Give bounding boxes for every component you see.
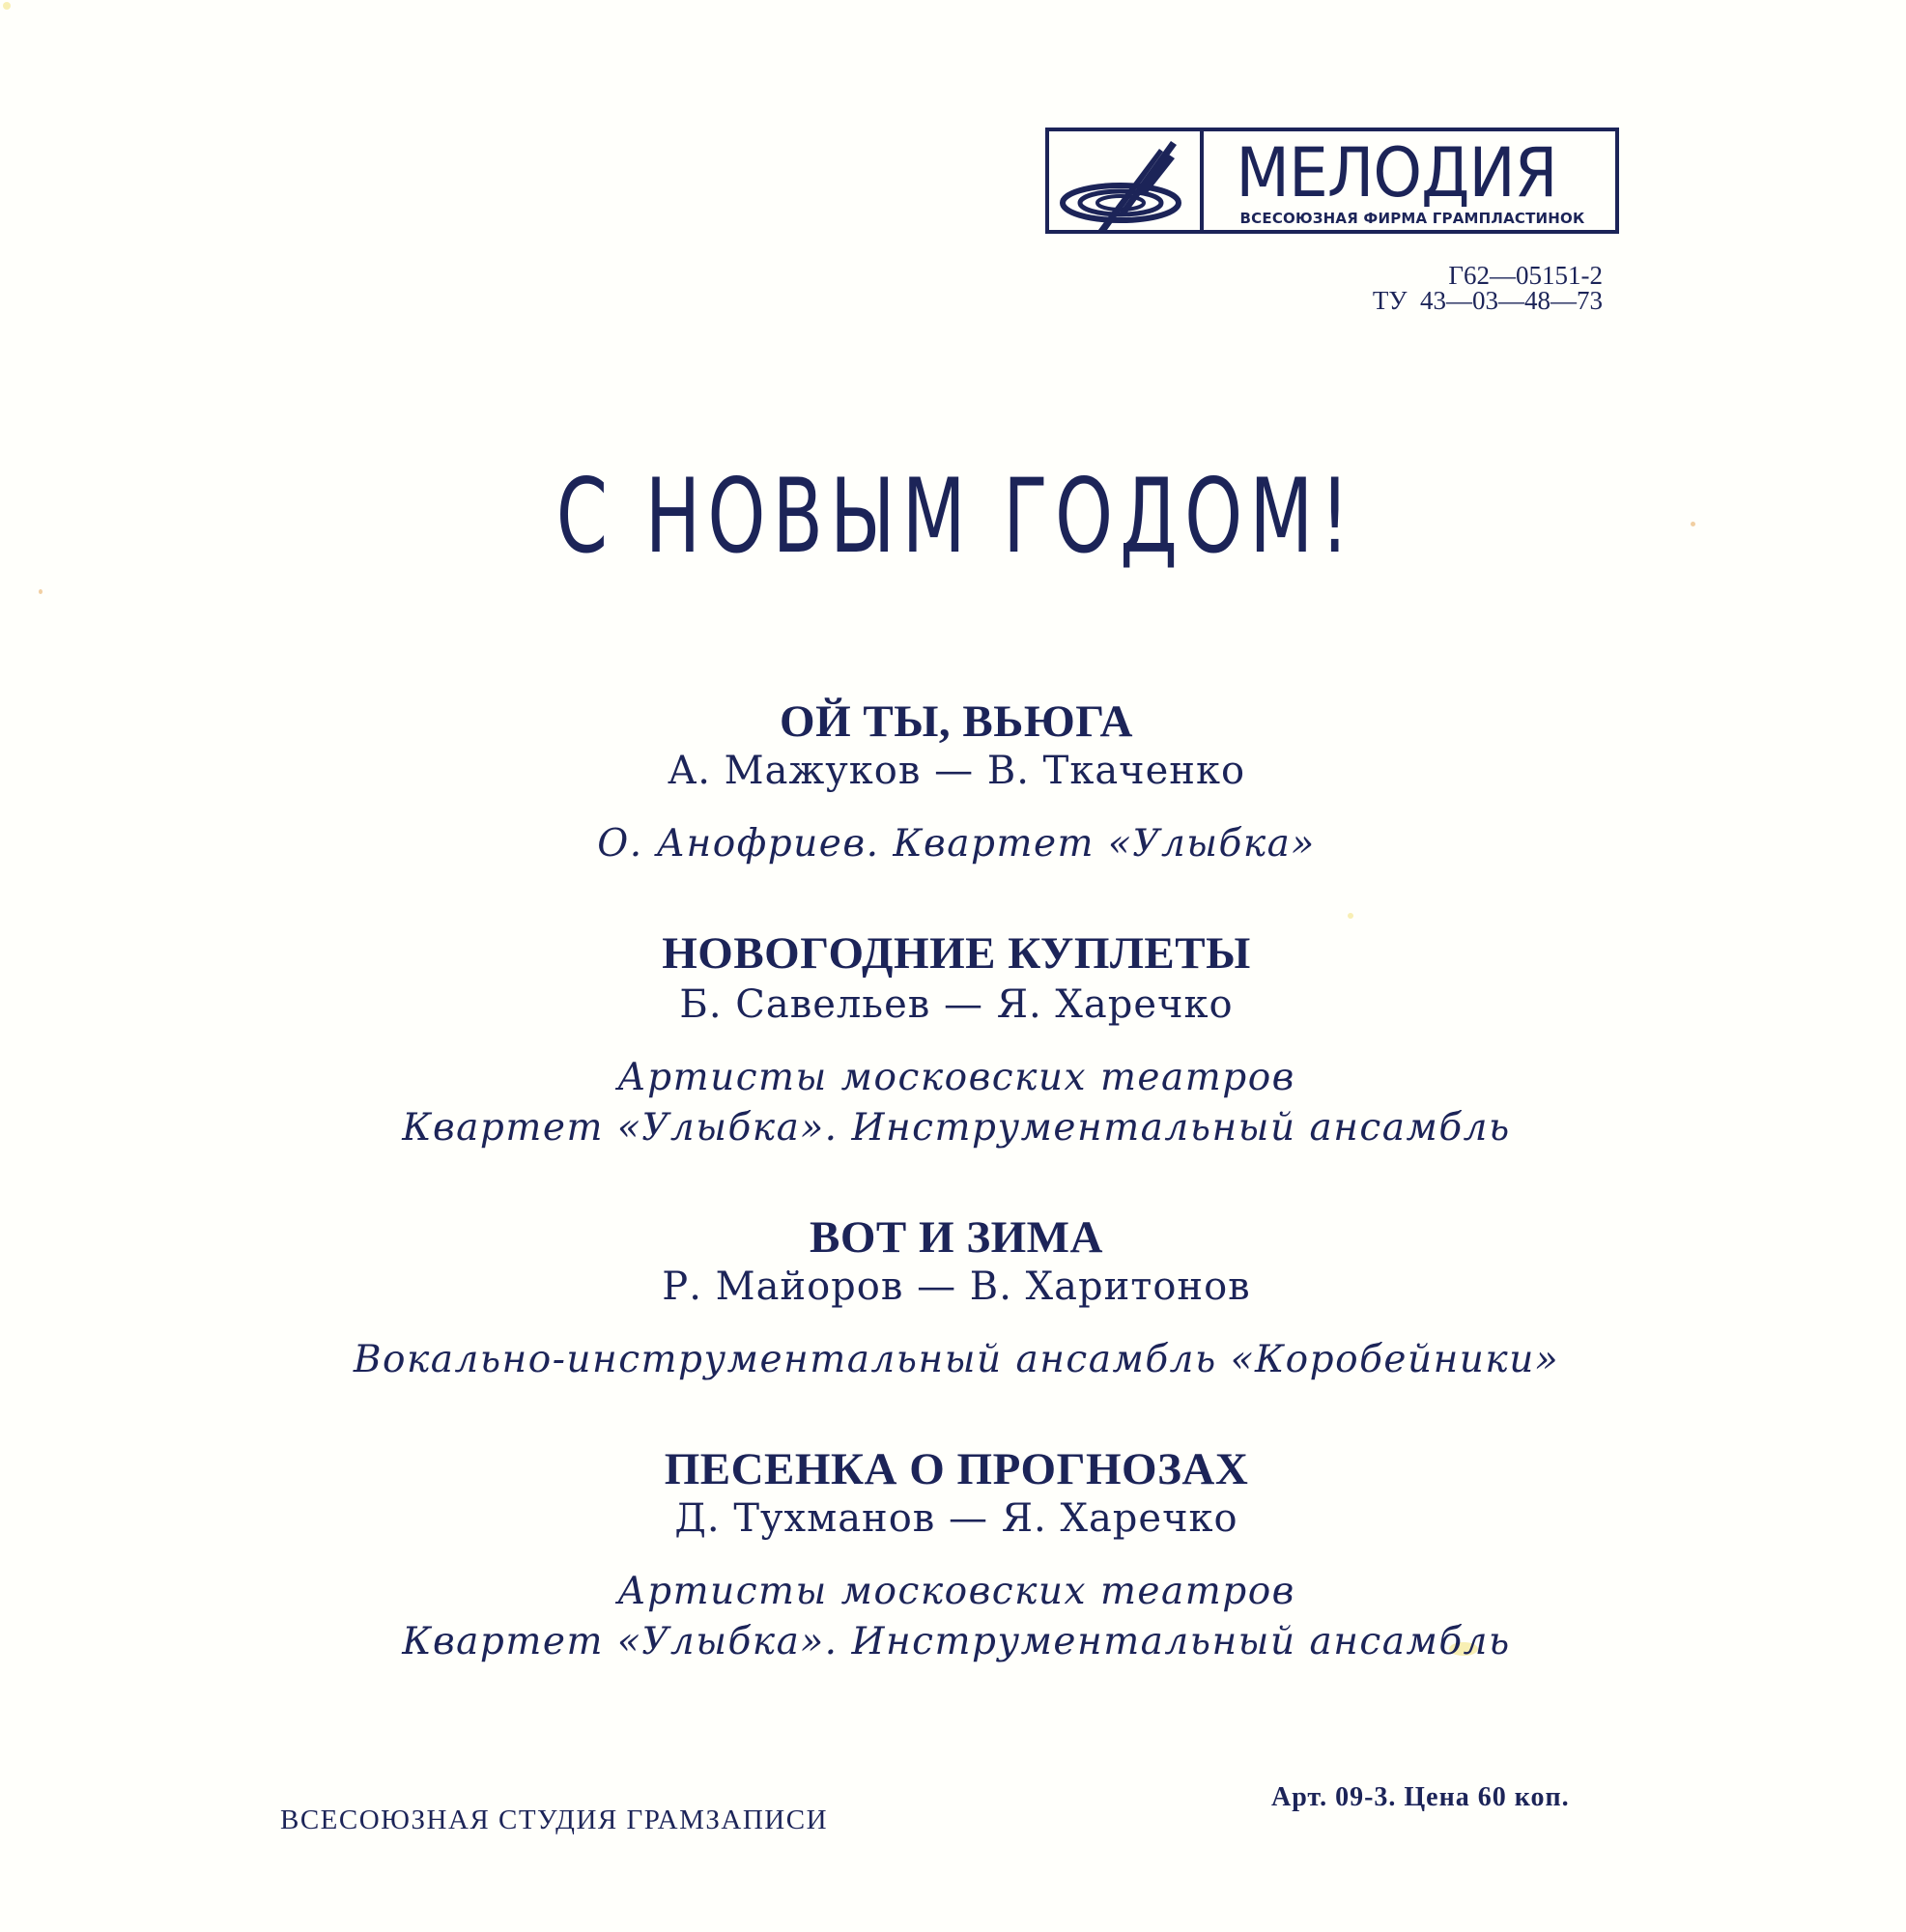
logo-divider (1200, 131, 1204, 230)
track-performers: О. Анофриев. Квартет «Улыбка» (597, 822, 1316, 866)
catalog-standard: ТУ 43—03—48—73 (1372, 286, 1603, 315)
track-performers: Артисты московских театров (617, 1570, 1295, 1613)
album-title: С НОВЫМ ГОДОМ! (555, 457, 1357, 576)
track-authors: А. Мажуков — В. Ткаченко (667, 749, 1246, 793)
melodiya-logo (1045, 128, 1619, 234)
paper-speck (1691, 522, 1695, 526)
track-title: НОВОГОДНИЕ КУПЛЕТЫ (662, 928, 1251, 979)
track-authors: Д. Тухманов — Я. Харечко (674, 1496, 1238, 1541)
brand-name: МЕЛОДИЯ (1236, 133, 1557, 213)
melodiya-record-emblem-icon (1057, 135, 1192, 232)
brand-subtitle: ВСЕСОЮЗНАЯ ФИРМА ГРАМПЛАСТИНОК (1239, 210, 1585, 227)
track-title: ПЕСЕНКА О ПРОГНОЗАХ (664, 1444, 1249, 1494)
track-performers: Квартет «Улыбка». Инструментальный ансамбль (402, 1106, 1511, 1150)
track-title: ВОТ И ЗИМА (810, 1212, 1103, 1263)
paper-speck (39, 589, 43, 594)
paper-speck (3, 2, 11, 10)
track-authors: Б. Савельев — Я. Харечко (679, 982, 1234, 1027)
paper-speck (1348, 913, 1353, 919)
studio-credit: ВСЕСОЮЗНАЯ СТУДИЯ ГРАМЗАПИСИ (280, 1804, 829, 1835)
price-info: Арт. 09-3. Цена 60 коп. (1271, 1782, 1570, 1812)
track-authors: Р. Майоров — В. Харитонов (662, 1264, 1251, 1309)
track-title: ОЙ ТЫ, ВЬЮГА (780, 696, 1133, 747)
track-performers: Вокально-инструментальный ансамбль «Коробейники» (353, 1338, 1560, 1381)
catalog-number: Г62—05151-2 (1448, 261, 1603, 290)
track-performers: Артисты московских театров (617, 1056, 1295, 1099)
track-performers: Квартет «Улыбка». Инструментальный ансамбль (402, 1620, 1511, 1663)
